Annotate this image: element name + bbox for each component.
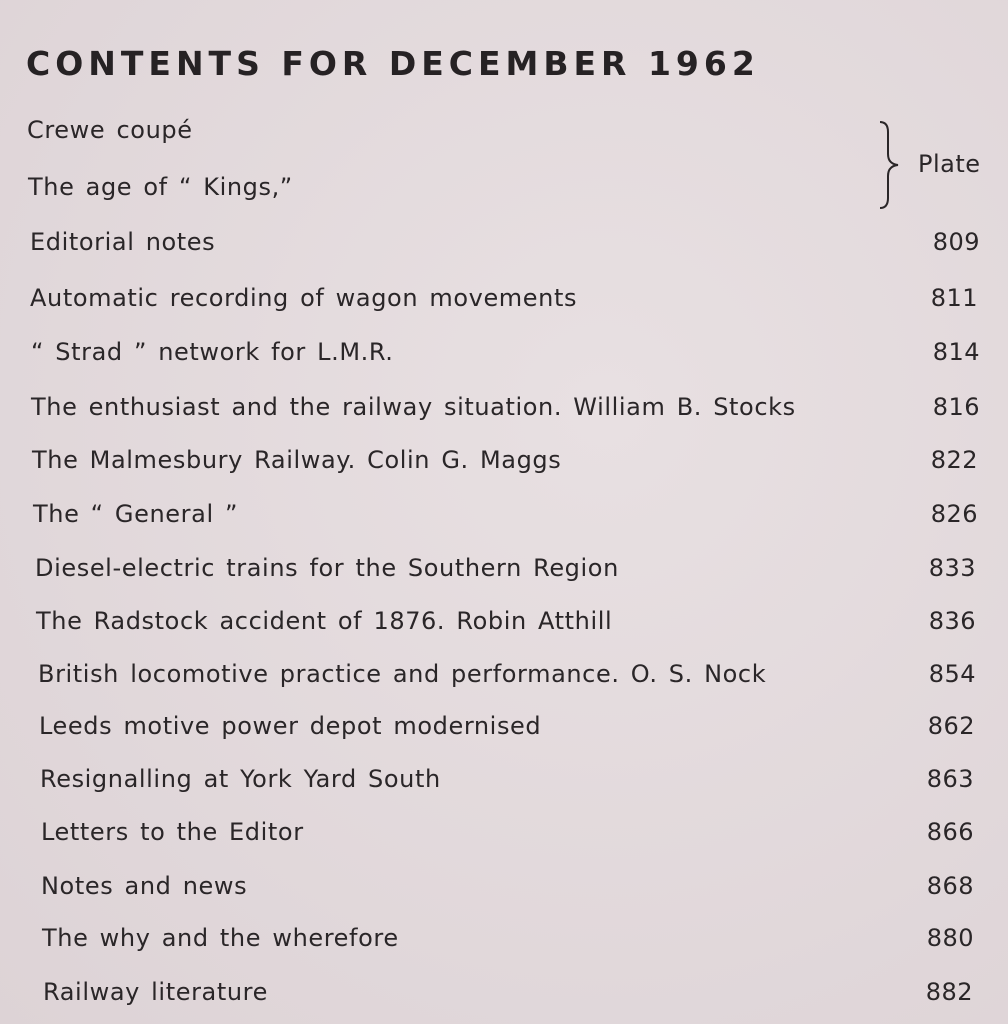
entry-page: 826 (930, 500, 978, 528)
toc-entry (31, 332, 980, 372)
entry-title: “ Strad ” network for L.M.R. (31, 338, 394, 366)
toc-entry (43, 972, 973, 1012)
entry-page: 863 (926, 765, 974, 793)
toc-entry (35, 548, 976, 588)
toc-entry (30, 278, 978, 318)
entry-title: Letters to the Editor (41, 818, 304, 846)
entry-page: 880 (926, 924, 974, 952)
toc-entry (38, 654, 976, 694)
entry-title: Diesel-electric trains for the Southern Region (35, 554, 619, 582)
entry-page: 866 (926, 818, 974, 846)
entry-title: Editorial notes (30, 228, 216, 256)
entry-title: British locomotive practice and performance. O. S. Nock (38, 660, 767, 688)
toc-entry (42, 918, 974, 958)
entry-title: Leeds motive power depot modernised (39, 712, 542, 740)
entry-title: The Malmesbury Railway. Colin G. Maggs (32, 446, 562, 474)
toc-entry (30, 222, 980, 262)
entry-title: The why and the wherefore (42, 924, 399, 952)
toc-entry (40, 759, 974, 799)
entry-page: 816 (932, 393, 980, 421)
page-title: CONTENTS FOR DECEMBER 1962 (26, 44, 760, 83)
plate-item (27, 110, 787, 150)
toc-entry (41, 866, 974, 906)
entry-page: 854 (928, 660, 976, 688)
entry-page: 822 (930, 446, 978, 474)
entry-title: Resignalling at York Yard South (40, 765, 441, 793)
plate-label: Plate (918, 150, 981, 178)
entry-page: 814 (932, 338, 980, 366)
toc-entry (41, 812, 974, 852)
entry-title: Railway literature (43, 978, 268, 1006)
toc-entry (31, 387, 980, 427)
entry-title: The age of “ Kings,” (28, 173, 293, 201)
entry-title: The “ General ” (33, 500, 238, 528)
entry-page: 836 (928, 607, 976, 635)
entry-page: 833 (928, 554, 976, 582)
entry-page: 862 (927, 712, 975, 740)
toc-entry (32, 440, 978, 480)
entry-page: 868 (926, 872, 974, 900)
entry-title: Automatic recording of wagon movements (30, 284, 578, 312)
toc-entry (39, 706, 975, 746)
toc-entry (33, 494, 978, 534)
entry-page: 809 (932, 228, 980, 256)
brace-icon (878, 118, 900, 212)
entry-page: 882 (925, 978, 973, 1006)
plate-item (28, 167, 788, 207)
entry-title: Notes and news (41, 872, 248, 900)
toc-entry (36, 601, 976, 641)
entry-title: The Radstock accident of 1876. Robin Atthill (36, 607, 613, 635)
entry-title: Crewe coupé (27, 116, 193, 144)
entry-page: 811 (930, 284, 978, 312)
entry-title: The enthusiast and the railway situation. William B. Stocks (31, 393, 796, 421)
